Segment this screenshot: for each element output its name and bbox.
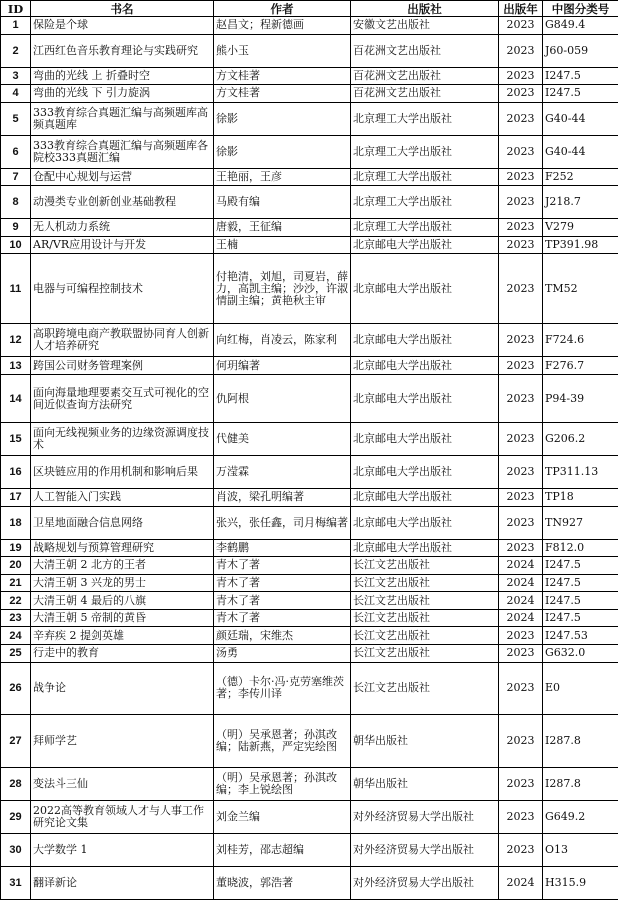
cell-author: 董晓波，郭浩著 — [214, 866, 351, 899]
cell-publisher: 长江文艺出版社 — [351, 592, 499, 610]
cell-class: G206.2 — [543, 423, 618, 456]
table-row — [1, 767, 618, 800]
cell-title: 翻译新论 — [31, 866, 214, 899]
cell-publisher: 北京邮电大学出版社 — [351, 357, 499, 375]
header-author: 作者 — [214, 1, 351, 17]
table-row — [1, 219, 618, 237]
cell-class: I247.5 — [543, 609, 618, 627]
cell-publisher: 百花洲文艺出版社 — [351, 67, 499, 85]
cell-year: 2024 — [499, 866, 543, 899]
cell-year: 2023 — [499, 186, 543, 219]
cell-year: 2023 — [499, 324, 543, 357]
cell-title: 弯曲的光线 下 引力旋涡 — [31, 85, 214, 103]
cell-class: F724.6 — [543, 324, 618, 357]
cell-year: 2023 — [499, 644, 543, 662]
cell-class: P94-39 — [543, 374, 618, 422]
table-row — [1, 135, 618, 168]
table-row — [1, 644, 618, 662]
cell-title: 大清王朝 5 帝制的黄昏 — [31, 609, 214, 627]
cell-class: TP18 — [543, 489, 618, 507]
table-row — [1, 866, 618, 899]
table-row — [1, 85, 618, 103]
cell-publisher: 北京邮电大学出版社 — [351, 539, 499, 557]
cell-title: 面向无线视频业务的边缘资源调度技术 — [31, 423, 214, 456]
cell-id: 6 — [1, 135, 31, 168]
cell-class: G649.2 — [543, 800, 618, 833]
header-year: 出版年 — [499, 1, 543, 17]
cell-id: 13 — [1, 357, 31, 375]
cell-publisher: 北京邮电大学出版社 — [351, 254, 499, 324]
table-row — [1, 168, 618, 186]
table-row — [1, 17, 618, 35]
cell-year: 2023 — [499, 456, 543, 489]
cell-author: 青木了著 — [214, 592, 351, 610]
cell-publisher: 北京理工大学出版社 — [351, 219, 499, 237]
table-row — [1, 186, 618, 219]
cell-publisher: 北京邮电大学出版社 — [351, 324, 499, 357]
cell-year: 2023 — [499, 168, 543, 186]
cell-author: （明）吴承恩著；孙淇改编；陆新燕，严定宪绘图 — [214, 715, 351, 768]
cell-id: 5 — [1, 102, 31, 135]
cell-title: 大清王朝 4 最后的八旗 — [31, 592, 214, 610]
cell-publisher: 安徽文艺出版社 — [351, 17, 499, 35]
cell-class: I287.8 — [543, 767, 618, 800]
cell-title: 战略规划与预算管理研究 — [31, 539, 214, 557]
table-row — [1, 67, 618, 85]
cell-author: 汤勇 — [214, 644, 351, 662]
cell-class: V279 — [543, 219, 618, 237]
cell-class: I287.8 — [543, 715, 618, 768]
cell-id: 29 — [1, 800, 31, 833]
cell-class: TM52 — [543, 254, 618, 324]
cell-author: 青木了著 — [214, 574, 351, 592]
cell-year: 2023 — [499, 489, 543, 507]
table-row — [1, 357, 618, 375]
cell-title: 弯曲的光线 上 折叠时空 — [31, 67, 214, 85]
table-row — [1, 627, 618, 645]
cell-class: TN927 — [543, 506, 618, 539]
table-row — [1, 489, 618, 507]
cell-year: 2023 — [499, 34, 543, 67]
cell-year: 2024 — [499, 557, 543, 575]
header-id: ID — [1, 1, 31, 17]
cell-publisher: 北京邮电大学出版社 — [351, 236, 499, 254]
table-row — [1, 574, 618, 592]
cell-author: （德）卡尔·冯·克劳塞维茨著；李传川译 — [214, 662, 351, 715]
cell-publisher: 长江文艺出版社 — [351, 609, 499, 627]
table-row — [1, 102, 618, 135]
cell-title: 区块链应用的作用机制和影响后果 — [31, 456, 214, 489]
cell-title: 面向海量地理要素交互式可视化的空间近似查询方法研究 — [31, 374, 214, 422]
cell-title: 人工智能入门实践 — [31, 489, 214, 507]
cell-class: TP391.98 — [543, 236, 618, 254]
table-row — [1, 506, 618, 539]
cell-class: G632.0 — [543, 644, 618, 662]
cell-publisher: 北京理工大学出版社 — [351, 102, 499, 135]
table-row — [1, 715, 618, 768]
cell-class: I247.53 — [543, 627, 618, 645]
cell-id: 22 — [1, 592, 31, 610]
cell-publisher: 北京邮电大学出版社 — [351, 489, 499, 507]
cell-year: 2023 — [499, 833, 543, 866]
table-header-row — [1, 1, 618, 17]
cell-author: 李鹤鹏 — [214, 539, 351, 557]
cell-title: 战争论 — [31, 662, 214, 715]
cell-year: 2023 — [499, 254, 543, 324]
cell-class: G40-44 — [543, 135, 618, 168]
cell-title: 大清王朝 3 兴龙的男士 — [31, 574, 214, 592]
header-title: 书名 — [31, 1, 214, 17]
cell-id: 16 — [1, 456, 31, 489]
cell-id: 7 — [1, 168, 31, 186]
cell-publisher: 朝华出版社 — [351, 715, 499, 768]
cell-id: 21 — [1, 574, 31, 592]
table-body — [1, 17, 618, 900]
cell-id: 14 — [1, 374, 31, 422]
cell-title: 仓配中心规划与运营 — [31, 168, 214, 186]
cell-year: 2023 — [499, 423, 543, 456]
cell-publisher: 长江文艺出版社 — [351, 557, 499, 575]
cell-class: I247.5 — [543, 574, 618, 592]
table-row — [1, 34, 618, 67]
cell-class: O13 — [543, 833, 618, 866]
cell-publisher: 百花洲文艺出版社 — [351, 85, 499, 103]
cell-author: 刘桂芳，邵志超编 — [214, 833, 351, 866]
cell-author: 刘金兰编 — [214, 800, 351, 833]
cell-title: 江西红色音乐教育理论与实践研究 — [31, 34, 214, 67]
cell-year: 2023 — [499, 662, 543, 715]
cell-year: 2023 — [499, 85, 543, 103]
cell-title: 无人机动力系统 — [31, 219, 214, 237]
cell-title: 电器与可编程控制技术 — [31, 254, 214, 324]
cell-author: 代健美 — [214, 423, 351, 456]
cell-id: 24 — [1, 627, 31, 645]
table-row — [1, 374, 618, 422]
cell-author: 何玥编著 — [214, 357, 351, 375]
cell-id: 11 — [1, 254, 31, 324]
cell-publisher: 长江文艺出版社 — [351, 644, 499, 662]
cell-class: F252 — [543, 168, 618, 186]
cell-title: 跨国公司财务管理案例 — [31, 357, 214, 375]
table-row — [1, 324, 618, 357]
cell-id: 1 — [1, 17, 31, 35]
cell-publisher: 北京邮电大学出版社 — [351, 374, 499, 422]
cell-author: 青木了著 — [214, 609, 351, 627]
cell-publisher: 朝华出版社 — [351, 767, 499, 800]
cell-id: 19 — [1, 539, 31, 557]
cell-author: 肖波，梁孔明编著 — [214, 489, 351, 507]
cell-author: （明）吴承恩著；孙淇改编；李上锐绘图 — [214, 767, 351, 800]
table-row — [1, 800, 618, 833]
table-row — [1, 539, 618, 557]
cell-class: I247.5 — [543, 592, 618, 610]
cell-year: 2023 — [499, 767, 543, 800]
cell-publisher: 长江文艺出版社 — [351, 574, 499, 592]
table-row — [1, 609, 618, 627]
cell-publisher: 长江文艺出版社 — [351, 662, 499, 715]
cell-author: 徐影 — [214, 102, 351, 135]
cell-id: 17 — [1, 489, 31, 507]
cell-author: 赵昌文；程新德画 — [214, 17, 351, 35]
cell-id: 9 — [1, 219, 31, 237]
cell-title: 变法斗三仙 — [31, 767, 214, 800]
cell-class: F812.0 — [543, 539, 618, 557]
cell-publisher: 北京理工大学出版社 — [351, 168, 499, 186]
cell-id: 15 — [1, 423, 31, 456]
cell-publisher: 百花洲文艺出版社 — [351, 34, 499, 67]
cell-year: 2023 — [499, 506, 543, 539]
cell-title: 333教育综合真题汇编与高频题库高频真题库 — [31, 102, 214, 135]
cell-year: 2024 — [499, 592, 543, 610]
table-row — [1, 423, 618, 456]
cell-year: 2023 — [499, 374, 543, 422]
cell-publisher: 对外经济贸易大学出版社 — [351, 833, 499, 866]
cell-author: 颜廷瑞，宋维杰 — [214, 627, 351, 645]
cell-class: J60-059 — [543, 34, 618, 67]
cell-publisher: 北京邮电大学出版社 — [351, 506, 499, 539]
cell-title: 拜师学艺 — [31, 715, 214, 768]
cell-id: 4 — [1, 85, 31, 103]
cell-year: 2023 — [499, 236, 543, 254]
cell-title: 2022高等教育领域人才与人事工作研究论文集 — [31, 800, 214, 833]
cell-year: 2023 — [499, 219, 543, 237]
cell-class: G849.4 — [543, 17, 618, 35]
table-row — [1, 592, 618, 610]
header-class: 中图分类号 — [543, 1, 618, 17]
cell-class: I247.5 — [543, 85, 618, 103]
cell-id: 27 — [1, 715, 31, 768]
cell-id: 3 — [1, 67, 31, 85]
cell-title: 333教育综合真题汇编与高频题库各院校333真题汇编 — [31, 135, 214, 168]
cell-publisher: 北京邮电大学出版社 — [351, 423, 499, 456]
cell-id: 23 — [1, 609, 31, 627]
cell-title: AR/VR应用设计与开发 — [31, 236, 214, 254]
cell-class: E0 — [543, 662, 618, 715]
cell-publisher: 北京邮电大学出版社 — [351, 456, 499, 489]
cell-publisher: 北京理工大学出版社 — [351, 186, 499, 219]
cell-author: 熊小玉 — [214, 34, 351, 67]
cell-author: 王楠 — [214, 236, 351, 254]
cell-publisher: 长江文艺出版社 — [351, 627, 499, 645]
cell-title: 高职跨境电商产教联盟协同育人创新人才培养研究 — [31, 324, 214, 357]
cell-author: 仇阿根 — [214, 374, 351, 422]
cell-id: 28 — [1, 767, 31, 800]
cell-id: 2 — [1, 34, 31, 67]
cell-author: 唐毅，王征编 — [214, 219, 351, 237]
cell-year: 2023 — [499, 539, 543, 557]
table-row — [1, 456, 618, 489]
cell-class: I247.5 — [543, 67, 618, 85]
cell-year: 2023 — [499, 627, 543, 645]
cell-year: 2023 — [499, 67, 543, 85]
cell-class: J218.7 — [543, 186, 618, 219]
cell-title: 大学数学 1 — [31, 833, 214, 866]
cell-id: 20 — [1, 557, 31, 575]
cell-year: 2023 — [499, 102, 543, 135]
cell-year: 2024 — [499, 609, 543, 627]
cell-id: 25 — [1, 644, 31, 662]
table-row — [1, 662, 618, 715]
cell-publisher: 对外经济贸易大学出版社 — [351, 866, 499, 899]
cell-class: G40-44 — [543, 102, 618, 135]
cell-title: 动漫类专业创新创业基础教程 — [31, 186, 214, 219]
cell-year: 2023 — [499, 357, 543, 375]
cell-publisher: 对外经济贸易大学出版社 — [351, 800, 499, 833]
cell-class: TP311.13 — [543, 456, 618, 489]
cell-title: 大清王朝 2 北方的王者 — [31, 557, 214, 575]
cell-id: 30 — [1, 833, 31, 866]
cell-author: 向红梅，肖凌云，陈家利 — [214, 324, 351, 357]
cell-year: 2023 — [499, 135, 543, 168]
cell-title: 保险是个球 — [31, 17, 214, 35]
cell-author: 王艳丽，王彦 — [214, 168, 351, 186]
cell-id: 8 — [1, 186, 31, 219]
cell-title: 行走中的教育 — [31, 644, 214, 662]
cell-author: 徐影 — [214, 135, 351, 168]
cell-id: 12 — [1, 324, 31, 357]
cell-id: 10 — [1, 236, 31, 254]
header-publisher: 出版社 — [351, 1, 499, 17]
cell-year: 2023 — [499, 17, 543, 35]
cell-year: 2024 — [499, 574, 543, 592]
cell-publisher: 北京理工大学出版社 — [351, 135, 499, 168]
cell-author: 方文桂著 — [214, 67, 351, 85]
cell-year: 2023 — [499, 800, 543, 833]
cell-id: 18 — [1, 506, 31, 539]
cell-title: 辛弃疾 2 提剑英雄 — [31, 627, 214, 645]
cell-author: 青木了著 — [214, 557, 351, 575]
table-row — [1, 254, 618, 324]
cell-title: 卫星地面融合信息网络 — [31, 506, 214, 539]
cell-class: F276.7 — [543, 357, 618, 375]
cell-id: 31 — [1, 866, 31, 899]
cell-author: 方文桂著 — [214, 85, 351, 103]
cell-year: 2023 — [499, 715, 543, 768]
table-row — [1, 833, 618, 866]
cell-class: I247.5 — [543, 557, 618, 575]
cell-author: 万滢霖 — [214, 456, 351, 489]
cell-class: H315.9 — [543, 866, 618, 899]
table-row — [1, 557, 618, 575]
table-row — [1, 236, 618, 254]
cell-author: 付艳清，刘旭，司夏岩，薛力，高凯主编；沙沙，许淑情副主编；黄艳秋主审 — [214, 254, 351, 324]
cell-id: 26 — [1, 662, 31, 715]
cell-author: 张兴，张任鑫，司月梅编著 — [214, 506, 351, 539]
cell-author: 马殿有编 — [214, 186, 351, 219]
